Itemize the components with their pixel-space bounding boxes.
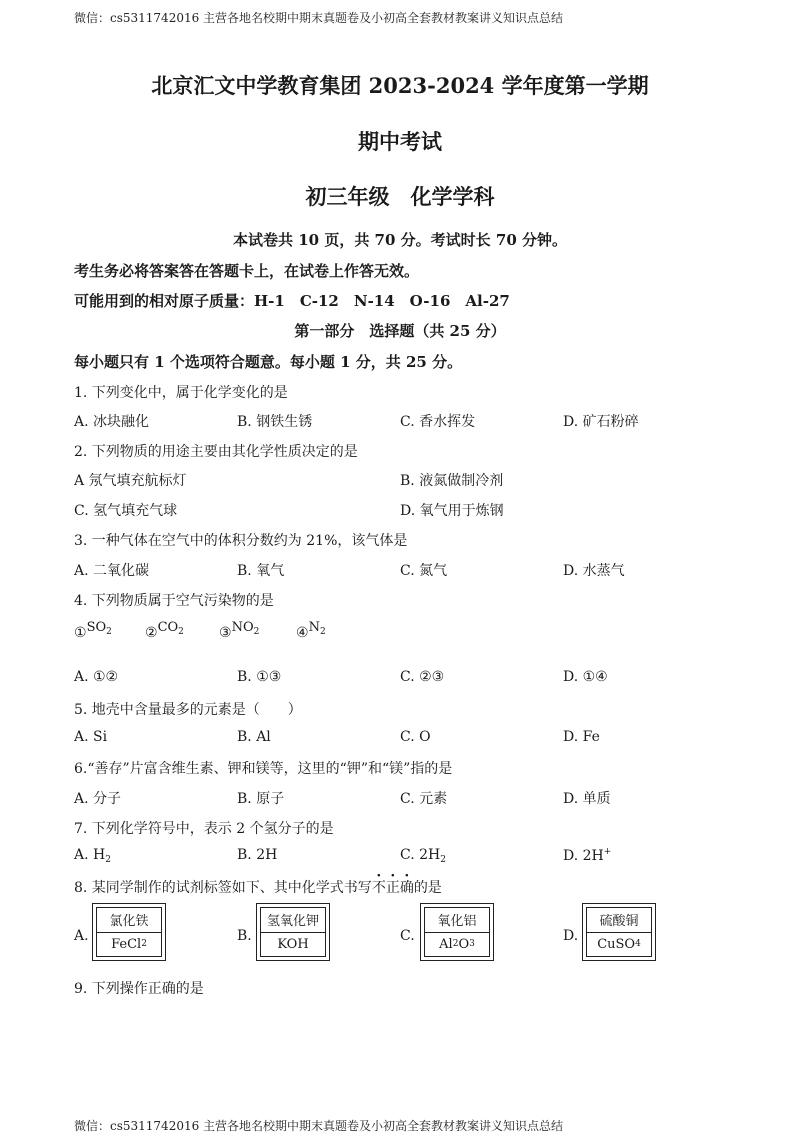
q4-option-b[interactable]: B. ①③	[237, 669, 282, 685]
q5-option-c[interactable]: C. O	[400, 729, 431, 745]
label-d-name: 硫酸铜	[587, 908, 651, 933]
question-8-stem: 8. 某同学制作的试剂标签如下、其中化学式书写不正确的是	[74, 880, 442, 896]
grade-subject: 初三年级 化学学科	[305, 184, 495, 209]
question-1-stem: 1. 下列变化中，属于化学变化的是	[74, 385, 288, 401]
q3-option-c[interactable]: C. 氮气	[400, 563, 448, 579]
q4-item-4: $④N_2$	[296, 620, 326, 641]
question-4-stem: 4. 下列物质属于空气污染物的是	[74, 593, 274, 609]
q8-option-a[interactable]: A.	[74, 928, 89, 944]
reagent-label-a[interactable]	[92, 903, 166, 961]
q2-option-c[interactable]: C. 氢气填充气球	[74, 503, 178, 519]
exam-info: 本试卷共 10 页，共 70 分。考试时长 70 分钟。	[233, 231, 567, 249]
instruction: 考生务必将答案答在答题卡上，在试卷上作答无效。	[74, 262, 420, 280]
question-9-stem: 9. 下列操作正确的是	[74, 981, 204, 997]
label-b-name: 氢氧化钾	[261, 908, 325, 933]
q4-option-d[interactable]: D. ①④	[563, 669, 608, 685]
q5-option-a[interactable]: A. Si	[74, 729, 108, 745]
q1-option-c[interactable]: C. 香水挥发	[400, 414, 476, 430]
question-3-stem: 3. 一种气体在空气中的体积分数约为 21%，该气体是	[74, 533, 408, 549]
label-b-formula: KOH	[277, 936, 309, 952]
label-a-name: 氯化铁	[97, 908, 161, 933]
q2-option-b[interactable]: B. 液氮做制冷剂	[400, 473, 504, 489]
q5-option-d[interactable]: D. Fe	[563, 729, 600, 745]
q4-option-a[interactable]: A. ①②	[74, 669, 119, 685]
q7-option-d[interactable]: D. 2H+	[563, 847, 612, 864]
q3-option-a[interactable]: A. 二氧化碳	[74, 563, 150, 579]
reagent-label-b[interactable]	[256, 903, 330, 961]
q7-option-a[interactable]: A. $H_2$	[74, 847, 111, 865]
q7-option-b[interactable]: B. 2H	[237, 847, 278, 863]
q6-option-d[interactable]: D. 单质	[563, 791, 611, 807]
q4-item-1: $①SO_2$	[74, 620, 112, 641]
q6-option-b[interactable]: B. 原子	[237, 791, 285, 807]
q1-option-b[interactable]: B. 钢铁生锈	[237, 414, 313, 430]
part-instruction: 每小题只有 1 个选项符合题意。每小题 1 分，共 25 分。	[74, 353, 463, 371]
question-7-stem: 7. 下列化学符号中，表示 2 个氢分子的是	[74, 821, 334, 837]
q3-option-d[interactable]: D. 水蒸气	[563, 563, 625, 579]
label-d-formula: CuSO 4	[597, 936, 641, 952]
reagent-label-d[interactable]	[582, 903, 656, 961]
q3-option-b[interactable]: B. 氧气	[237, 563, 285, 579]
q4-option-c[interactable]: C. ②③	[400, 669, 445, 685]
q4-item-3: $③NO_2$	[219, 620, 260, 641]
q7-option-c[interactable]: C. $2H_2$	[400, 847, 446, 865]
q2-option-d[interactable]: D. 氧气用于炼钢	[400, 503, 504, 519]
q8-option-c[interactable]: C.	[400, 928, 415, 944]
q4-item-2: $②CO_2$	[145, 620, 184, 641]
q1-option-a[interactable]: A. 冰块融化	[74, 414, 150, 430]
label-a-formula: FeCl 2	[111, 936, 147, 952]
reagent-label-c[interactable]	[420, 903, 494, 961]
q8-option-b[interactable]: B.	[237, 928, 252, 944]
q5-option-b[interactable]: B. Al	[237, 729, 271, 745]
q2-option-a[interactable]: A 氖气填充航标灯	[74, 473, 187, 489]
question-6-stem: 6.“善存”片富含维生素、钾和镁等，这里的“钾”和“镁”指的是	[74, 761, 453, 777]
q6-option-a[interactable]: A. 分子	[74, 791, 122, 807]
question-5-stem: 5. 地壳中含量最多的元素是（ ）	[74, 702, 302, 718]
exam-subtitle: 期中考试	[358, 129, 442, 154]
footer-note: 微信：cs5311742016 主营各地名校期中期末真题卷及小初高全套教材教案讲义知识点总结	[74, 1119, 564, 1133]
atomic-masses: 可能用到的相对原子质量：H-1 C-12 N-14 O-16 Al-27	[74, 292, 510, 310]
label-c-name: 氧化铝	[425, 908, 489, 933]
q6-option-c[interactable]: C. 元素	[400, 791, 448, 807]
q8-option-d[interactable]: D.	[563, 928, 579, 944]
q1-option-d[interactable]: D. 矿石粉碎	[563, 414, 639, 430]
header-note: 微信：cs5311742016 主营各地名校期中期末真题卷及小初高全套教材教案讲义知识点总结	[74, 11, 564, 25]
label-c-formula: Al 2 O 3	[439, 936, 475, 952]
question-2-stem: 2. 下列物质的用途主要由其化学性质决定的是	[74, 444, 358, 460]
part-title: 第一部分 选择题（共 25 分）	[294, 322, 506, 340]
exam-title: 北京汇文中学教育集团 2023-2024 学年度第一学期	[151, 73, 649, 98]
